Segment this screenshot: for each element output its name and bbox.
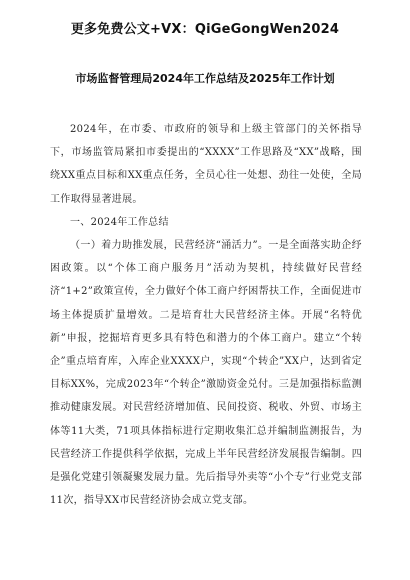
- promo-banner: 更多免费公文+VX：QiGeGongWen2024: [70, 22, 340, 37]
- document-body: [50, 118, 362, 512]
- section-heading: 一、2024年工作总结: [70, 216, 169, 228]
- intro-paragraph: 2024年，在市委、市政府的领导和上级主管部门的关怀指导下，市场监管局紧扣市委提出的“XXXX”工作思路及“XX”战略，围绕XX重点目标和XX重点任务，全员心往一处想、劲往一处使，全局工作取得显著进展。: [50, 124, 362, 205]
- document-title: 市场监督管理局2024年工作总结及2025年工作计划: [75, 72, 335, 85]
- section-paragraph: （一）着力助推发展，民营经济“涌活力”。一是全面落实助企纾困政策。以“个体工商户服务月”活动为契机，持续做好民营经济“1+2”政策宣传，全力做好个体工商户纾困帮扶工作，全面促进市场主体提质扩量增效。二是培育壮大民营经济主体。开展“名特优新”申报，挖掘培育更多具有特色和潜力的个体工商户。建立“个转企”重点培育库，入库企业XXXX户，实现“个转企”XX户，达到省定目标XX%，完成2023年“个转企”激励资金兑付。三是加强指标监测推动健康发展。对民营经济增加值、民间投资、税收、外贸、市场主体等11大类，71项具体指标进行定期收集汇总并编制监测报告，为民营经济工作提供科学依据，完成上半年民营经济发展报告编制。四是强化党建引领凝聚发展力量。先后指导外卖等“小个专”行业党支部11次，指导XX市民营经济协会成立党支部。: [50, 240, 362, 507]
